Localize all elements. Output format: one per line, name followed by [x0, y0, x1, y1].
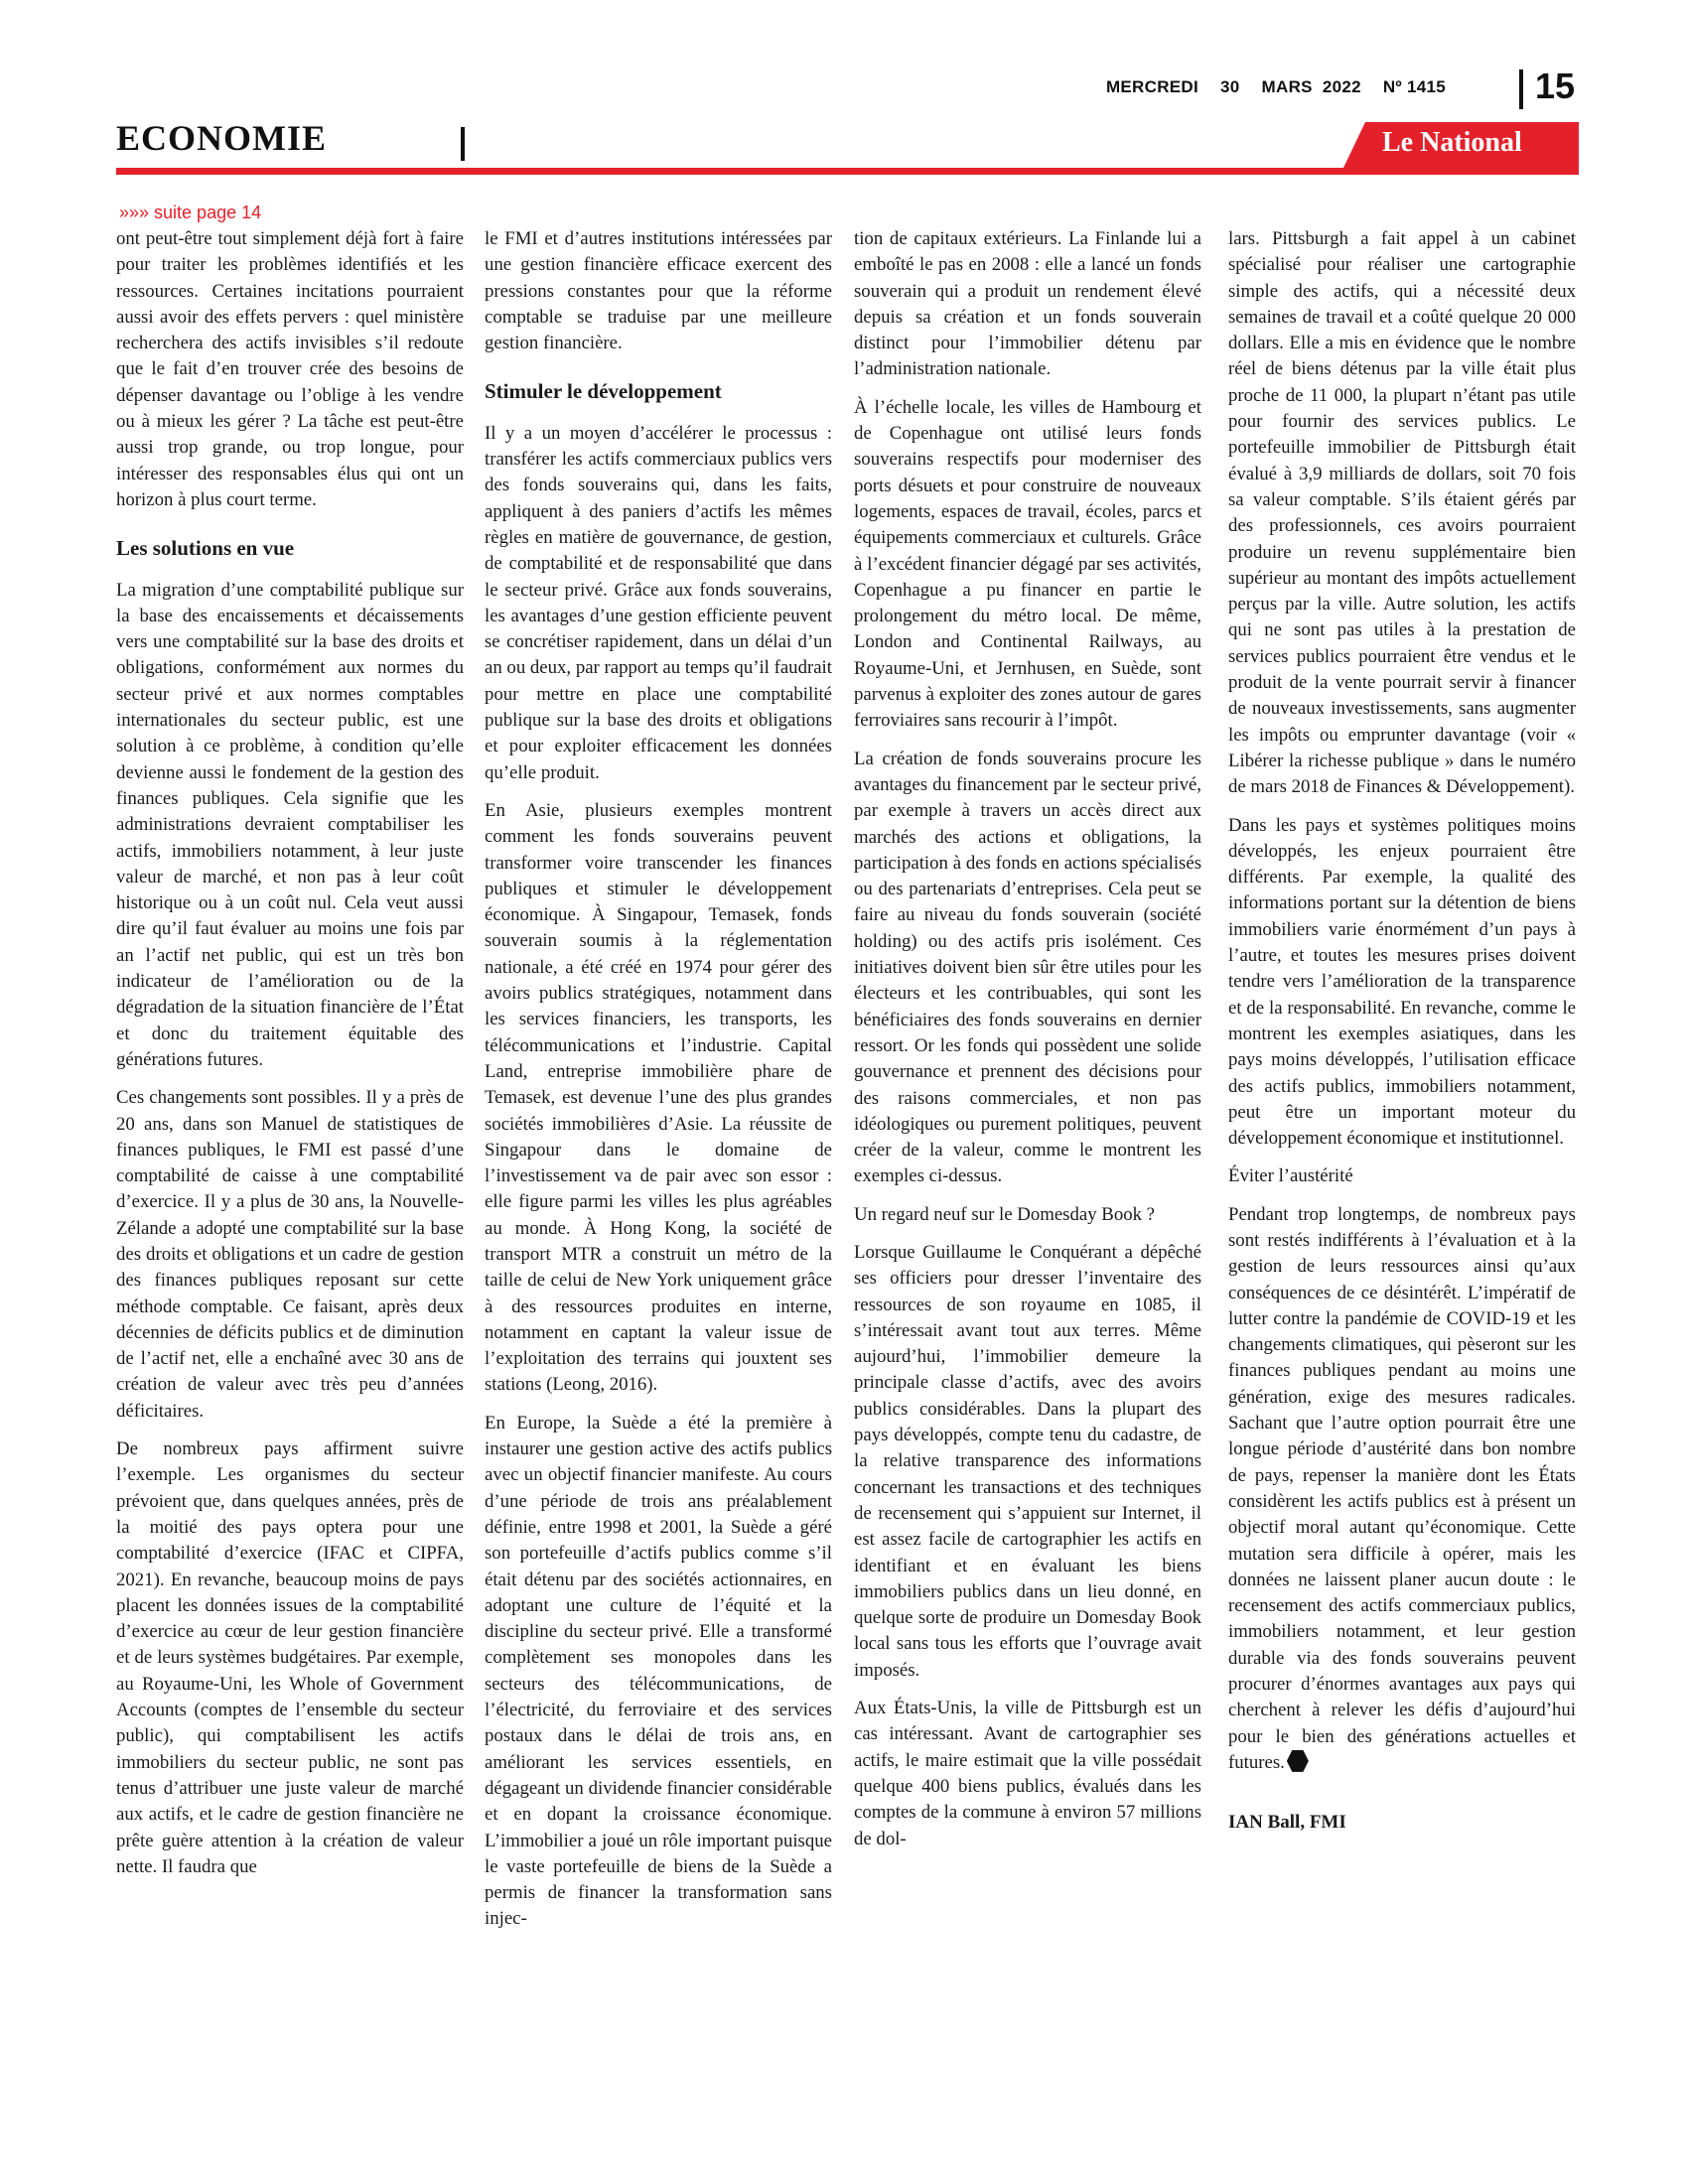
paragraph-text: La création de fonds souverains procure les avantages du financement par le secteur privé, par exemple à travers un accès direct aux marchés des actions et obligations, la participation à des fonds en actions spécialisés ou des partenariats d’entreprises. Cela peut se faire au niveau du fonds souverain (société holding) ou des actifs pris isolément. Ces initiatives doivent bien sûr être utiles pour les électeurs et les contribuables, qui sont les bénéficiaires des fonds souverains en dernier ressort. Or les fonds qui possèdent une solide gouvernance et prennent des décisions pour des raisons commerciales, et non pas idéologiques ou purement politiques, peuvent créer de la valeur, comme le montrent les exemples ci-dessus. — [854, 748, 1201, 1187]
issue-day: MERCREDI — [1105, 77, 1199, 96]
paragraph-text: De nombreux pays affirment suivre l’exemple. Les organismes du secteur prévoient que, dans quelques années, près de la moitié des pays optera pour une comptabilité d’exercice (IFAC et CIPFA, 2021). En revanche, beaucoup moins de pays placent les données issues de la comptabilité d’exercice au cœur de leur gestion financière et de leurs systèmes budgétaires. Par exemple, au Royaume-Uni, les Whole of Government Accounts (comptes de l’ensemble du secteur public), qui comptabilisent les actifs immobiliers du secteur public, ne sont pas tenus d’attribuer une juste valeur de marché aux actifs, et le cadre de gestion financière ne prête guère attention à la création de valeur nette. Il faudra que — [116, 1438, 464, 1877]
section-heading — [485, 378, 832, 404]
issue-date: 30 — [1220, 77, 1240, 96]
article-paragraph — [116, 578, 464, 1074]
article-paragraph — [485, 1411, 832, 1933]
author-byline — [1228, 1810, 1576, 1836]
continued-from-label: »»» suite page 14 — [119, 203, 262, 222]
paragraph-text: Éviter l’austérité — [1228, 1165, 1353, 1187]
article-paragraph — [116, 1436, 464, 1880]
article-column-2 — [485, 226, 832, 2113]
paragraph-text: Aux États-Unis, la ville de Pittsburgh est un cas intéressant. Avant de cartographier ses actifs, le maire estimait que la ville possédait quelque 400 biens publics, évalués dans les comptes de la commune à environ 57 millions de dol- — [854, 1698, 1201, 1849]
article-column-4 — [1228, 226, 1576, 2113]
paragraph-text: le FMI et d’autres institutions intéressées par une gestion financière efficace exercent des pressions constantes pour que la réforme comptable se traduise par une meilleure gestion financière. — [485, 228, 832, 354]
section-divider — [461, 127, 465, 161]
article-paragraph — [854, 226, 1201, 383]
article-paragraph — [1228, 1202, 1576, 1777]
issue-meta — [1106, 77, 1446, 97]
paragraph-text: IAN Ball, FMI — [1228, 1812, 1346, 1834]
paragraph-text: À l’échelle locale, les villes de Hambourg et de Copenhague ont utilisé leurs fonds souverains respectifs pour moderniser des ports désuets et pour construire de nouveaux logements, espaces de travail, écoles, parcs et équipements commerciaux et culturels. Grâce à l’excédent financier dégagé par ses activités, Copenhague a pu financer en partie le prolongement du métro local. De même, London and Continental Railways, au Royaume-Uni, et Jernhusen, en Suède, sont parvenus à exploiter des zones autour de gares ferroviaires sans recourir à l’impôt. — [854, 396, 1201, 732]
article-paragraph — [854, 1240, 1201, 1684]
article-paragraph — [485, 226, 832, 356]
article-paragraph — [116, 1085, 464, 1425]
article-column-3 — [854, 226, 1201, 2113]
paragraph-text: Dans les pays et systèmes politiques moins développés, les enjeux pourraient être différents. Par exemple, la qualité des informations portant sur la détention de biens immobiliers varie énormément d’un pays à l’autre, et toutes les mesures prises doivent tendre vers l’amélioration de la transparence et de la responsabilité. En revanche, comme le montrent les exemples asiatiques, dans les pays moins développés, l’utilisation efficace des actifs publics, immobiliers notamment, peut être un important moteur du développement économique et institutionnel. — [1228, 814, 1576, 1150]
paragraph-text: En Europe, la Suède a été la première à instaurer une gestion active des actifs publics avec un objectif financier manifeste. Au cours d’une période de trois ans préalablement définie, entre 1998 et 2001, la Suède a géré son portefeuille d’actifs publics comme s’il était détenu par des sociétés actionnaires, en adoptant une culture de l’équité et la discipline du secteur privé. Elle a transformé complètement ses monopoles dans les secteurs des télécommunications, de l’électricité, du ferroviaire et des services postaux dans le délai de trois ans, en améliorant les services essentiels, en dégageant un dividende financier considérable et en dopant la croissance économique. L’immobilier a joué un rôle important puisque le vaste portefeuille de biens de la Suède a permis de financer la transformation sans injec- — [485, 1412, 832, 1930]
paragraph-text: Un regard neuf sur le Domesday Book ? — [854, 1203, 1156, 1225]
newspaper-name: Le National — [1382, 127, 1522, 158]
article-paragraph — [854, 395, 1201, 735]
paragraph-text: Il y a un moyen d’accélérer le processus : transférer les actifs commerciaux publics vers des fonds souverains qui, dans les faits, appliquent à des paniers d’actifs les mêmes règles en matière de gouvernance, de gestion, de comptabilité et de responsabilité que dans le secteur privé. Grâce aux fonds souverains, les avantages d’une gestion efficiente peuvent se concrétiser rapidement, dans un délai d’un an ou deux, par rapport au temps qu’il faudrait pour mettre en place une comptabilité publique sur la base des droits et obligations et pour exploiter efficacement les données qu’elle produit. — [485, 422, 832, 783]
paragraph-text: lars. Pittsburgh a fait appel à un cabinet spécialisé pour réaliser une cartographie simple des actifs, qui a nécessité deux semaines de travail et a coûté quelque 20 000 dollars. Elle a mis en évidence que le nombre réel de biens détenus par la ville était plus proche de 11 000, la plupart n’étant pas utile pour fournir des services publics. Le portefeuille immobilier de Pittsburgh était évalué à 3,9 milliards de dollars, soit 70 fois sa valeur comptable. S’ils étaient gérés par des professionnels, ces avoirs pourraient produire un revenu supplémentaire bien supérieur au montant des impôts actuellement perçus par la ville. Autre solution, les actifs qui ne sont pas utiles à la prestation de services publics pourraient être vendus et le produit de la vente pourrait servir à financer de nouveaux investissements, sans augmenter les impôts ou emprunter davantage (voir « Libérer la richesse publique » dans le numéro de mars 2018 de Finances & Développement). — [1228, 228, 1576, 798]
article-paragraph — [1228, 226, 1576, 801]
paragraph-text: Lorsque Guillaume le Conquérant a dépêché ses officiers pour dresser l’inventaire des ressources de son royaume en 1085, il s’intéressait avant tout aux terres. Même aujourd’hui, l’immobilier demeure la principale classe d’actifs, avec des avoirs publics considérables. Dans la plupart des pays développés, compte tenu du cadastre, de la relative transparence des informations concernant les transactions et des techniques de recensement qui s’appuient sur Internet, il est assez facile de cartographier les actifs en identifiant et en évaluant les biens immobiliers publics dans un lieu donné, en quelque sorte de produire un Domesday Book local sans tous les efforts que l’ouvrage avait imposés. — [854, 1241, 1201, 1681]
article-paragraph — [116, 226, 464, 513]
header-rule — [116, 168, 1579, 175]
subsection-heading — [1228, 1163, 1576, 1189]
section-heading — [116, 535, 464, 561]
issue-number: Nº 1415 — [1382, 77, 1446, 96]
paragraph-text: ont peut-être tout simplement déjà fort à faire pour traiter les problèmes identifiés et les ressources. Certaines incitations pourraient aussi avoir des effets pervers : quel ministère recherchera des actifs invisibles s’il redoute que le fait d’en trouver crée des besoins de dépenser davantage ou l’oblige à les vendre ou à mieux les gérer ? La tâche est peut-être aussi trop grande, ou trop longue, pour intéresser des responsables élus qui ont un horizon à plus court terme. — [116, 228, 464, 510]
paragraph-text: tion de capitaux extérieurs. La Finlande lui a emboîté le pas en 2008 : elle a lancé un fonds souverain qui a produit un rendement élevé depuis sa création et un fonds souverain distinct pour l’immobilier détenu par l’administration nationale. — [854, 228, 1201, 380]
end-of-article-icon — [1287, 1750, 1309, 1772]
article-paragraph — [485, 421, 832, 786]
subsection-heading — [854, 1202, 1201, 1228]
page-number: 15 — [1535, 66, 1576, 106]
article-column-1 — [116, 226, 464, 2113]
issue-month-year: MARS 2022 — [1261, 77, 1361, 96]
section-title: ECONOMIE — [116, 118, 328, 158]
paragraph-text: En Asie, plusieurs exemples montrent comment les fonds souverains peuvent transformer voire transcender les finances publiques et stimuler le développement économique. À Singapour, Temasek, fonds souverain soumis à la réglementation nationale, a été créé en 1974 pour gérer des avoirs publics stratégiques, notamment dans les services financiers, les transports, les télécommunications et l’industrie. Capital Land, entreprise immobilière phare de Temasek, est devenue l’une des plus grandes sociétés immobilières d’Asie. La réussite de Singapour dans le domaine de l’investissement va de pair avec son essor : elle figure parmi les villes les plus agréables au monde. À Hong Kong, la société de transport MTR a construit un métro de la taille de celui de New York uniquement grâce à des ressources produites en interne, notamment en captant la valeur issue de l’exploitation des terrains qui jouxtent ses stations (Leong, 2016). — [485, 799, 832, 1396]
page-number-divider — [1519, 69, 1523, 109]
article-paragraph — [485, 798, 832, 1399]
paragraph-text: Ces changements sont possibles. Il y a près de 20 ans, dans son Manuel de statistiques de finances publiques, le FMI est passé d’une comptabilité de caisse à une comptabilité d’exercice. Il y a plus de 30 ans, la Nouvelle-Zélande a adopté une comptabilité sur la base des droits et obligations et un cadre de gestion des finances publiques reposant sur cette méthode comptable. Ce faisant, après deux décennies de déficits publics et de diminution de l’actif net, elle a enchaîné avec 30 ans de création de valeur avec très peu d’années déficitaires. — [116, 1087, 464, 1422]
article-paragraph — [1228, 813, 1576, 1153]
paragraph-text: Les solutions en vue — [116, 536, 295, 561]
paragraph-text: Pendant trop longtemps, de nombreux pays sont restés indifférents à l’évaluation et à la gestion de leurs ressources ainsi qu’aux conséquences de ce désintérêt. L’impératif de lutter contre la pandémie de COVID-19 et les changements climatiques, qui pèseront sur les finances publiques pendant au moins une génération, exige des mesures radicales. Sachant que l’autre option pourrait être une longue période d’austérité dans bon nombre de pays, repenser la manière dont les États considèrent les actifs publics est à présent un objectif moral autant qu’économique. Cette mutation sera difficile à opérer, mais les données ne laissent planer aucun doute : le recensement des actifs commerciaux publics, immobiliers notamment, et leur gestion durable via des fonds souverains peuvent procurer d’énormes avantages aux pays qui cherchent à relever les défis d’aujourd’hui pour le bien des générations actuelles et futures. — [1228, 1203, 1576, 1773]
paragraph-text: Stimuler le développement — [485, 379, 722, 404]
paragraph-text: La migration d’une comptabilité publique sur la base des encaissements et décaissements vers une comptabilité sur la base des droits et obligations, conformément aux normes du secteur privé et aux normes comptables internationales du secteur public, est une solution à ce problème, à condition qu’elle devienne aussi le fondement de la gestion des finances publiques. Cela signifie que les administrations devraient comptabiliser les actifs, immobiliers notamment, à leur juste valeur de marché, et non pas à leur coût historique ou à un coût nul. Cela veut aussi dire qu’il faut évaluer au moins une fois par an l’actif net public, qui est un très bon indicateur de l’amélioration ou de la dégradation de la situation financière de l’État et donc du traitement équitable des générations futures. — [116, 579, 464, 1070]
article-paragraph — [854, 747, 1201, 1190]
article-paragraph — [854, 1696, 1201, 1852]
